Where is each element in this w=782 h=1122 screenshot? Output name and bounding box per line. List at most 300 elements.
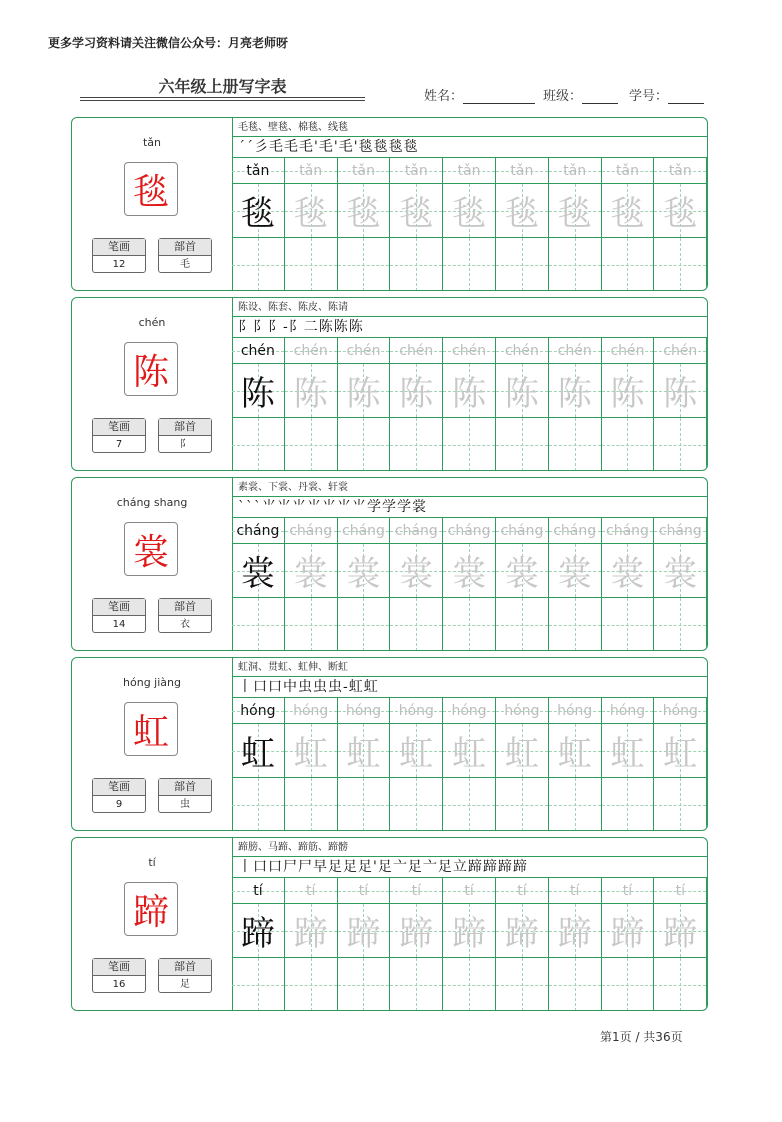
blank-writing-cell[interactable]	[232, 418, 285, 471]
writing-cell[interactable]	[654, 904, 707, 958]
writing-cell[interactable]	[285, 364, 338, 418]
example-words: 蹄膀、马蹄、蹄筋、蹄髈	[232, 838, 707, 857]
trace-character: 蹄	[610, 914, 645, 954]
pinyin-cell[interactable]: tǎn	[338, 158, 391, 184]
stroke-step: ⺌	[352, 499, 367, 515]
writing-cell[interactable]	[443, 184, 496, 238]
radical-label: 部首	[159, 779, 211, 796]
header-note: 更多学习资料请关注微信公众号：月亮老师呀	[48, 36, 289, 50]
writing-cell[interactable]	[602, 184, 655, 238]
blank-writing-cell[interactable]	[654, 418, 707, 471]
character-pinyin: tǎn	[142, 136, 162, 149]
stroke-step: 虹	[363, 679, 379, 695]
blank-writing-cell[interactable]	[390, 418, 443, 471]
blank-writing-cell[interactable]	[338, 958, 391, 1011]
pinyin-cell[interactable]: hóng	[390, 698, 443, 724]
writing-cell[interactable]	[549, 724, 602, 778]
stroke-step: 早	[313, 859, 328, 875]
pinyin-cell[interactable]: chén	[549, 338, 602, 364]
blank-writing-cell[interactable]	[443, 958, 496, 1011]
stroke-count-box	[92, 958, 146, 993]
blank-writing-cell[interactable]	[390, 238, 443, 291]
stroke-step: 学	[397, 499, 412, 515]
writing-cell[interactable]	[549, 364, 602, 418]
trace-character: 虹	[452, 734, 487, 774]
stroke-count-label: 笔画	[93, 419, 145, 436]
blank-writing-cell[interactable]	[443, 778, 496, 831]
number-blank[interactable]	[668, 89, 704, 104]
blank-writing-cell[interactable]	[602, 778, 655, 831]
pinyin-cell[interactable]: tǎn	[654, 158, 707, 184]
character-pinyin: chén	[138, 316, 166, 329]
blank-writing-cell[interactable]	[496, 958, 549, 1011]
pinyin-cell[interactable]: tǎn	[496, 158, 549, 184]
pinyin-cell[interactable]: tí	[285, 878, 338, 904]
character-display: 陈	[124, 342, 178, 396]
stroke-step: 裳	[412, 499, 427, 515]
pinyin-cell[interactable]: tí	[338, 878, 391, 904]
writing-cell[interactable]	[390, 364, 443, 418]
stroke-step: 尸	[283, 859, 298, 875]
writing-cell[interactable]	[654, 364, 707, 418]
pinyin-cell[interactable]: tǎn	[390, 158, 443, 184]
character-info	[72, 658, 233, 830]
pinyin-cell[interactable]: cháng	[654, 518, 707, 544]
blank-writing-cell[interactable]	[232, 958, 285, 1011]
stroke-step: 口	[268, 859, 283, 875]
writing-cell[interactable]	[390, 904, 443, 958]
trace-character: 毯	[663, 194, 698, 234]
trace-character: 陈	[240, 374, 275, 414]
blank-writing-cell[interactable]	[443, 598, 496, 651]
number-field[interactable]	[629, 85, 704, 104]
class-field[interactable]	[543, 85, 618, 104]
pinyin-cell[interactable]: cháng	[443, 518, 496, 544]
stroke-step: 毯	[373, 139, 389, 155]
trace-character: 蹄	[346, 914, 381, 954]
blank-writing-cell[interactable]	[232, 598, 285, 651]
blank-writing-cell[interactable]	[602, 238, 655, 291]
writing-cell[interactable]	[338, 364, 391, 418]
trace-character: 陈	[346, 374, 381, 414]
trace-character: 裳	[240, 554, 275, 594]
trace-character: 陈	[399, 374, 434, 414]
stroke-count-box	[92, 598, 146, 633]
writing-cell[interactable]	[602, 544, 655, 598]
character-pinyin: hóng jiàng	[123, 676, 181, 689]
trace-character: 虹	[557, 734, 592, 774]
stroke-step: 学	[367, 499, 382, 515]
writing-cell[interactable]	[654, 544, 707, 598]
trace-character: 毯	[240, 194, 275, 234]
writing-cell[interactable]	[602, 364, 655, 418]
stroke-step: 蹄	[497, 859, 513, 875]
stroke-step: 口	[253, 859, 268, 875]
trace-character: 陈	[293, 374, 328, 414]
pinyin-cell[interactable]: chén	[285, 338, 338, 364]
stroke-step: ⺌	[292, 499, 307, 515]
trace-character: 蹄	[663, 914, 698, 954]
writing-cell[interactable]	[443, 544, 496, 598]
pinyin-cell[interactable]: tǎn	[549, 158, 602, 184]
radical-label: 部首	[159, 419, 211, 436]
writing-cell[interactable]	[496, 184, 549, 238]
pinyin-cell[interactable]: chén	[232, 338, 285, 364]
pinyin-cell[interactable]: chén	[496, 338, 549, 364]
stroke-step: 口	[268, 679, 283, 695]
blank-writing-cell[interactable]	[443, 418, 496, 471]
trace-character: 陈	[557, 374, 592, 414]
radical-value: 衣	[180, 619, 190, 630]
pinyin-cell[interactable]: chén	[390, 338, 443, 364]
blank-writing-cell[interactable]	[443, 238, 496, 291]
example-words: 陈设、陈套、陈皮、陈请	[232, 298, 707, 317]
stroke-order	[232, 137, 707, 158]
pinyin-cell[interactable]: hóng	[654, 698, 707, 724]
character-card	[71, 477, 708, 651]
trace-character: 裳	[557, 554, 592, 594]
blank-writing-cell[interactable]	[549, 778, 602, 831]
writing-cell[interactable]	[443, 724, 496, 778]
writing-cell[interactable]	[654, 724, 707, 778]
stroke-step: 毯	[388, 139, 404, 155]
writing-cell[interactable]	[338, 724, 391, 778]
practice-grid	[232, 518, 707, 651]
stroke-count-label: 笔画	[93, 959, 145, 976]
stroke-step: 蹄	[482, 859, 498, 875]
blank-writing-cell[interactable]	[549, 598, 602, 651]
character-display: 虹	[124, 702, 178, 756]
radical-label: 部首	[159, 599, 211, 616]
blank-writing-cell[interactable]	[549, 958, 602, 1011]
radical-box	[158, 418, 212, 453]
trace-character: 蹄	[293, 914, 328, 954]
writing-cell[interactable]	[549, 544, 602, 598]
character-display: 毯	[124, 162, 178, 216]
trace-character: 虹	[504, 734, 539, 774]
writing-cell[interactable]	[232, 724, 285, 778]
pinyin-cell[interactable]: chén	[654, 338, 707, 364]
character-info	[72, 118, 233, 290]
blank-writing-cell[interactable]	[496, 418, 549, 471]
radical-box	[158, 598, 212, 633]
stroke-count-label: 笔画	[93, 239, 145, 256]
class-label: 班级：	[543, 89, 583, 104]
blank-writing-cell[interactable]	[232, 778, 285, 831]
character-card	[71, 117, 708, 291]
pinyin-cell[interactable]: cháng	[496, 518, 549, 544]
pinyin-cell[interactable]: chén	[443, 338, 496, 364]
pinyin-cell[interactable]: chén	[338, 338, 391, 364]
trace-character: 蹄	[399, 914, 434, 954]
trace-character: 毯	[557, 194, 592, 234]
character-card	[71, 297, 708, 471]
trace-character: 毯	[399, 194, 434, 234]
writing-cell[interactable]	[285, 724, 338, 778]
blank-writing-cell[interactable]	[285, 598, 338, 651]
stroke-step: 虫-	[328, 679, 349, 695]
radical-value: 虫	[180, 799, 190, 810]
pinyin-cell[interactable]: cháng	[232, 518, 285, 544]
blank-writing-cell[interactable]	[654, 778, 707, 831]
writing-cell[interactable]	[390, 544, 443, 598]
blank-writing-cell[interactable]	[285, 238, 338, 291]
stroke-step: 彡	[254, 139, 269, 155]
writing-cell[interactable]	[232, 184, 285, 238]
stroke-count-box	[92, 238, 146, 273]
character-info	[72, 478, 233, 650]
writing-cell[interactable]	[232, 544, 285, 598]
trace-character: 毯	[504, 194, 539, 234]
pinyin-cell[interactable]: hóng	[338, 698, 391, 724]
writing-cell[interactable]	[232, 904, 285, 958]
stroke-step: 毛	[284, 139, 299, 155]
title-rule	[80, 97, 365, 98]
writing-cell[interactable]	[496, 724, 549, 778]
pinyin-cell[interactable]: cháng	[549, 518, 602, 544]
stroke-step: 丨	[238, 859, 253, 875]
example-words: 虹洞、贯虹、虹伸、断虹	[232, 658, 707, 677]
radical-box	[158, 958, 212, 993]
blank-writing-cell[interactable]	[390, 778, 443, 831]
pinyin-cell[interactable]: tí	[496, 878, 549, 904]
trace-character: 裳	[452, 554, 487, 594]
blank-writing-cell[interactable]	[285, 778, 338, 831]
blank-writing-cell[interactable]	[654, 958, 707, 1011]
writing-cell[interactable]	[338, 904, 391, 958]
pinyin-cell[interactable]: tí	[602, 878, 655, 904]
pinyin-cell[interactable]: hóng	[285, 698, 338, 724]
stroke-step: ⺌	[262, 499, 277, 515]
stroke-step: 虫	[313, 679, 328, 695]
blank-writing-cell[interactable]	[232, 238, 285, 291]
stroke-step: 毯	[403, 139, 419, 155]
stroke-step: ˋ	[238, 499, 246, 515]
pinyin-cell[interactable]: hóng	[443, 698, 496, 724]
stroke-count-value: 12	[112, 259, 126, 270]
stroke-step: 虫	[298, 679, 313, 695]
stroke-step: 蹄	[467, 859, 483, 875]
trace-character: 裳	[663, 554, 698, 594]
trace-character: 裳	[504, 554, 539, 594]
pinyin-cell[interactable]: tǎn	[232, 158, 285, 184]
writing-cell[interactable]	[285, 544, 338, 598]
blank-writing-cell[interactable]	[549, 418, 602, 471]
trace-character: 裳	[610, 554, 645, 594]
pinyin-cell[interactable]: tǎn	[443, 158, 496, 184]
blank-writing-cell[interactable]	[390, 958, 443, 1011]
stroke-step: 丨	[238, 679, 253, 695]
number-label: 学号：	[629, 89, 669, 104]
practice-area	[232, 298, 707, 470]
trace-character: 虹	[293, 734, 328, 774]
stroke-step: ⺌	[277, 499, 292, 515]
blank-writing-cell[interactable]	[496, 778, 549, 831]
trace-character: 蹄	[240, 914, 275, 954]
writing-cell[interactable]	[390, 724, 443, 778]
stroke-step: 学	[382, 499, 397, 515]
stroke-order	[232, 677, 707, 698]
stroke-step: 足	[343, 859, 358, 875]
stroke-count-box	[92, 778, 146, 813]
pinyin-cell[interactable]: tí	[654, 878, 707, 904]
stroke-count-label: 笔画	[93, 599, 145, 616]
name-blank[interactable]	[463, 89, 535, 104]
stroke-step: ⺌	[337, 499, 352, 515]
stroke-step: 中	[283, 679, 298, 695]
radical-box	[158, 238, 212, 273]
pinyin-cell[interactable]: tí	[232, 878, 285, 904]
stroke-step: ˊ	[238, 139, 246, 155]
pinyin-cell[interactable]: cháng	[390, 518, 443, 544]
stroke-count-value: 14	[112, 619, 126, 630]
writing-cell[interactable]	[285, 184, 338, 238]
pinyin-cell[interactable]: hóng	[496, 698, 549, 724]
stroke-count-value: 16	[112, 979, 126, 990]
blank-writing-cell[interactable]	[338, 238, 391, 291]
writing-cell[interactable]	[496, 364, 549, 418]
pinyin-cell[interactable]: cháng	[285, 518, 338, 544]
writing-cell[interactable]	[602, 904, 655, 958]
blank-writing-cell[interactable]	[390, 598, 443, 651]
writing-cell[interactable]	[338, 544, 391, 598]
stroke-step: 阝	[238, 319, 253, 335]
writing-cell[interactable]	[496, 904, 549, 958]
stroke-step: 阝-	[268, 319, 289, 335]
blank-writing-cell[interactable]	[285, 958, 338, 1011]
trace-character: 陈	[504, 374, 539, 414]
stroke-step: 毛	[269, 139, 284, 155]
stroke-step: 尸	[298, 859, 313, 875]
blank-writing-cell[interactable]	[602, 598, 655, 651]
stroke-count-value: 9	[115, 799, 123, 810]
example-words: 毛毯、壁毯、棉毯、线毯	[232, 118, 707, 137]
trace-character: 蹄	[452, 914, 487, 954]
radical-value: 毛	[180, 259, 190, 270]
writing-cell[interactable]	[496, 544, 549, 598]
stroke-step: 足	[328, 859, 343, 875]
writing-cell[interactable]	[390, 184, 443, 238]
character-info	[72, 298, 233, 470]
class-blank[interactable]	[582, 89, 618, 104]
title-rule	[80, 100, 365, 101]
blank-writing-cell[interactable]	[602, 958, 655, 1011]
blank-writing-cell[interactable]	[496, 238, 549, 291]
writing-cell[interactable]	[549, 184, 602, 238]
writing-cell[interactable]	[338, 184, 391, 238]
stroke-step: ˊ	[246, 139, 254, 155]
pinyin-cell[interactable]: cháng	[338, 518, 391, 544]
trace-character: 毯	[346, 194, 381, 234]
pinyin-cell[interactable]: tí	[549, 878, 602, 904]
pinyin-cell[interactable]: chén	[602, 338, 655, 364]
trace-character: 虹	[663, 734, 698, 774]
stroke-step: 足亠	[377, 859, 408, 875]
pinyin-cell[interactable]: hóng	[549, 698, 602, 724]
name-field[interactable]	[424, 85, 535, 104]
blank-writing-cell[interactable]	[338, 418, 391, 471]
stroke-step: 足'	[358, 859, 378, 875]
trace-character: 裳	[346, 554, 381, 594]
trace-character: 裳	[293, 554, 328, 594]
writing-cell[interactable]	[443, 364, 496, 418]
writing-cell[interactable]	[602, 724, 655, 778]
radical-label: 部首	[159, 239, 211, 256]
trace-character: 毯	[293, 194, 328, 234]
stroke-step: 陈	[318, 319, 334, 335]
practice-area	[232, 478, 707, 650]
stroke-step: 毛'	[318, 139, 339, 155]
blank-writing-cell[interactable]	[285, 418, 338, 471]
blank-writing-cell[interactable]	[549, 238, 602, 291]
writing-cell[interactable]	[232, 364, 285, 418]
trace-character: 毯	[452, 194, 487, 234]
trace-character: 虹	[610, 734, 645, 774]
radical-label: 部首	[159, 959, 211, 976]
stroke-step: 阝	[253, 319, 268, 335]
stroke-count-value: 7	[115, 439, 123, 450]
practice-grid	[232, 158, 707, 291]
stroke-step: 陈	[348, 319, 364, 335]
stroke-count-label: 笔画	[93, 779, 145, 796]
practice-area	[232, 838, 707, 1010]
writing-cell[interactable]	[285, 904, 338, 958]
stroke-step: ˋ	[246, 499, 254, 515]
writing-cell[interactable]	[654, 184, 707, 238]
stroke-step: 足立	[437, 859, 468, 875]
writing-cell[interactable]	[443, 904, 496, 958]
pinyin-cell[interactable]: tí	[390, 878, 443, 904]
blank-writing-cell[interactable]	[602, 418, 655, 471]
stroke-step: 毛'	[338, 139, 359, 155]
pinyin-cell[interactable]: tǎn	[602, 158, 655, 184]
trace-character: 裳	[399, 554, 434, 594]
stroke-step: 足亠	[407, 859, 438, 875]
character-info	[72, 838, 233, 1010]
example-words: 素裳、下裳、丹裳、轩裳	[232, 478, 707, 497]
pinyin-cell[interactable]: cháng	[602, 518, 655, 544]
writing-cell[interactable]	[549, 904, 602, 958]
radical-value: 阝	[180, 439, 190, 450]
practice-grid	[232, 338, 707, 471]
blank-writing-cell[interactable]	[496, 598, 549, 651]
character-pinyin: tí	[148, 856, 156, 869]
stroke-order	[232, 857, 707, 878]
practice-grid	[232, 698, 707, 831]
character-display: 蹄	[124, 882, 178, 936]
character-card	[71, 657, 708, 831]
character-pinyin: cháng shang	[116, 496, 188, 509]
blank-writing-cell[interactable]	[654, 598, 707, 651]
stroke-step: 蹄	[512, 859, 528, 875]
blank-writing-cell[interactable]	[338, 598, 391, 651]
pinyin-cell[interactable]: tí	[443, 878, 496, 904]
blank-writing-cell[interactable]	[654, 238, 707, 291]
blank-writing-cell[interactable]	[338, 778, 391, 831]
stroke-step: 毛'	[299, 139, 319, 155]
stroke-order	[232, 497, 707, 518]
pinyin-cell[interactable]: hóng	[602, 698, 655, 724]
trace-character: 陈	[663, 374, 698, 414]
stroke-step: 虹	[348, 679, 364, 695]
practice-grid	[232, 878, 707, 1011]
character-card	[71, 837, 708, 1011]
trace-character: 蹄	[504, 914, 539, 954]
pinyin-cell[interactable]: hóng	[232, 698, 285, 724]
pinyin-cell[interactable]: tǎn	[285, 158, 338, 184]
stroke-step: ⺌	[322, 499, 337, 515]
character-display: 裳	[124, 522, 178, 576]
